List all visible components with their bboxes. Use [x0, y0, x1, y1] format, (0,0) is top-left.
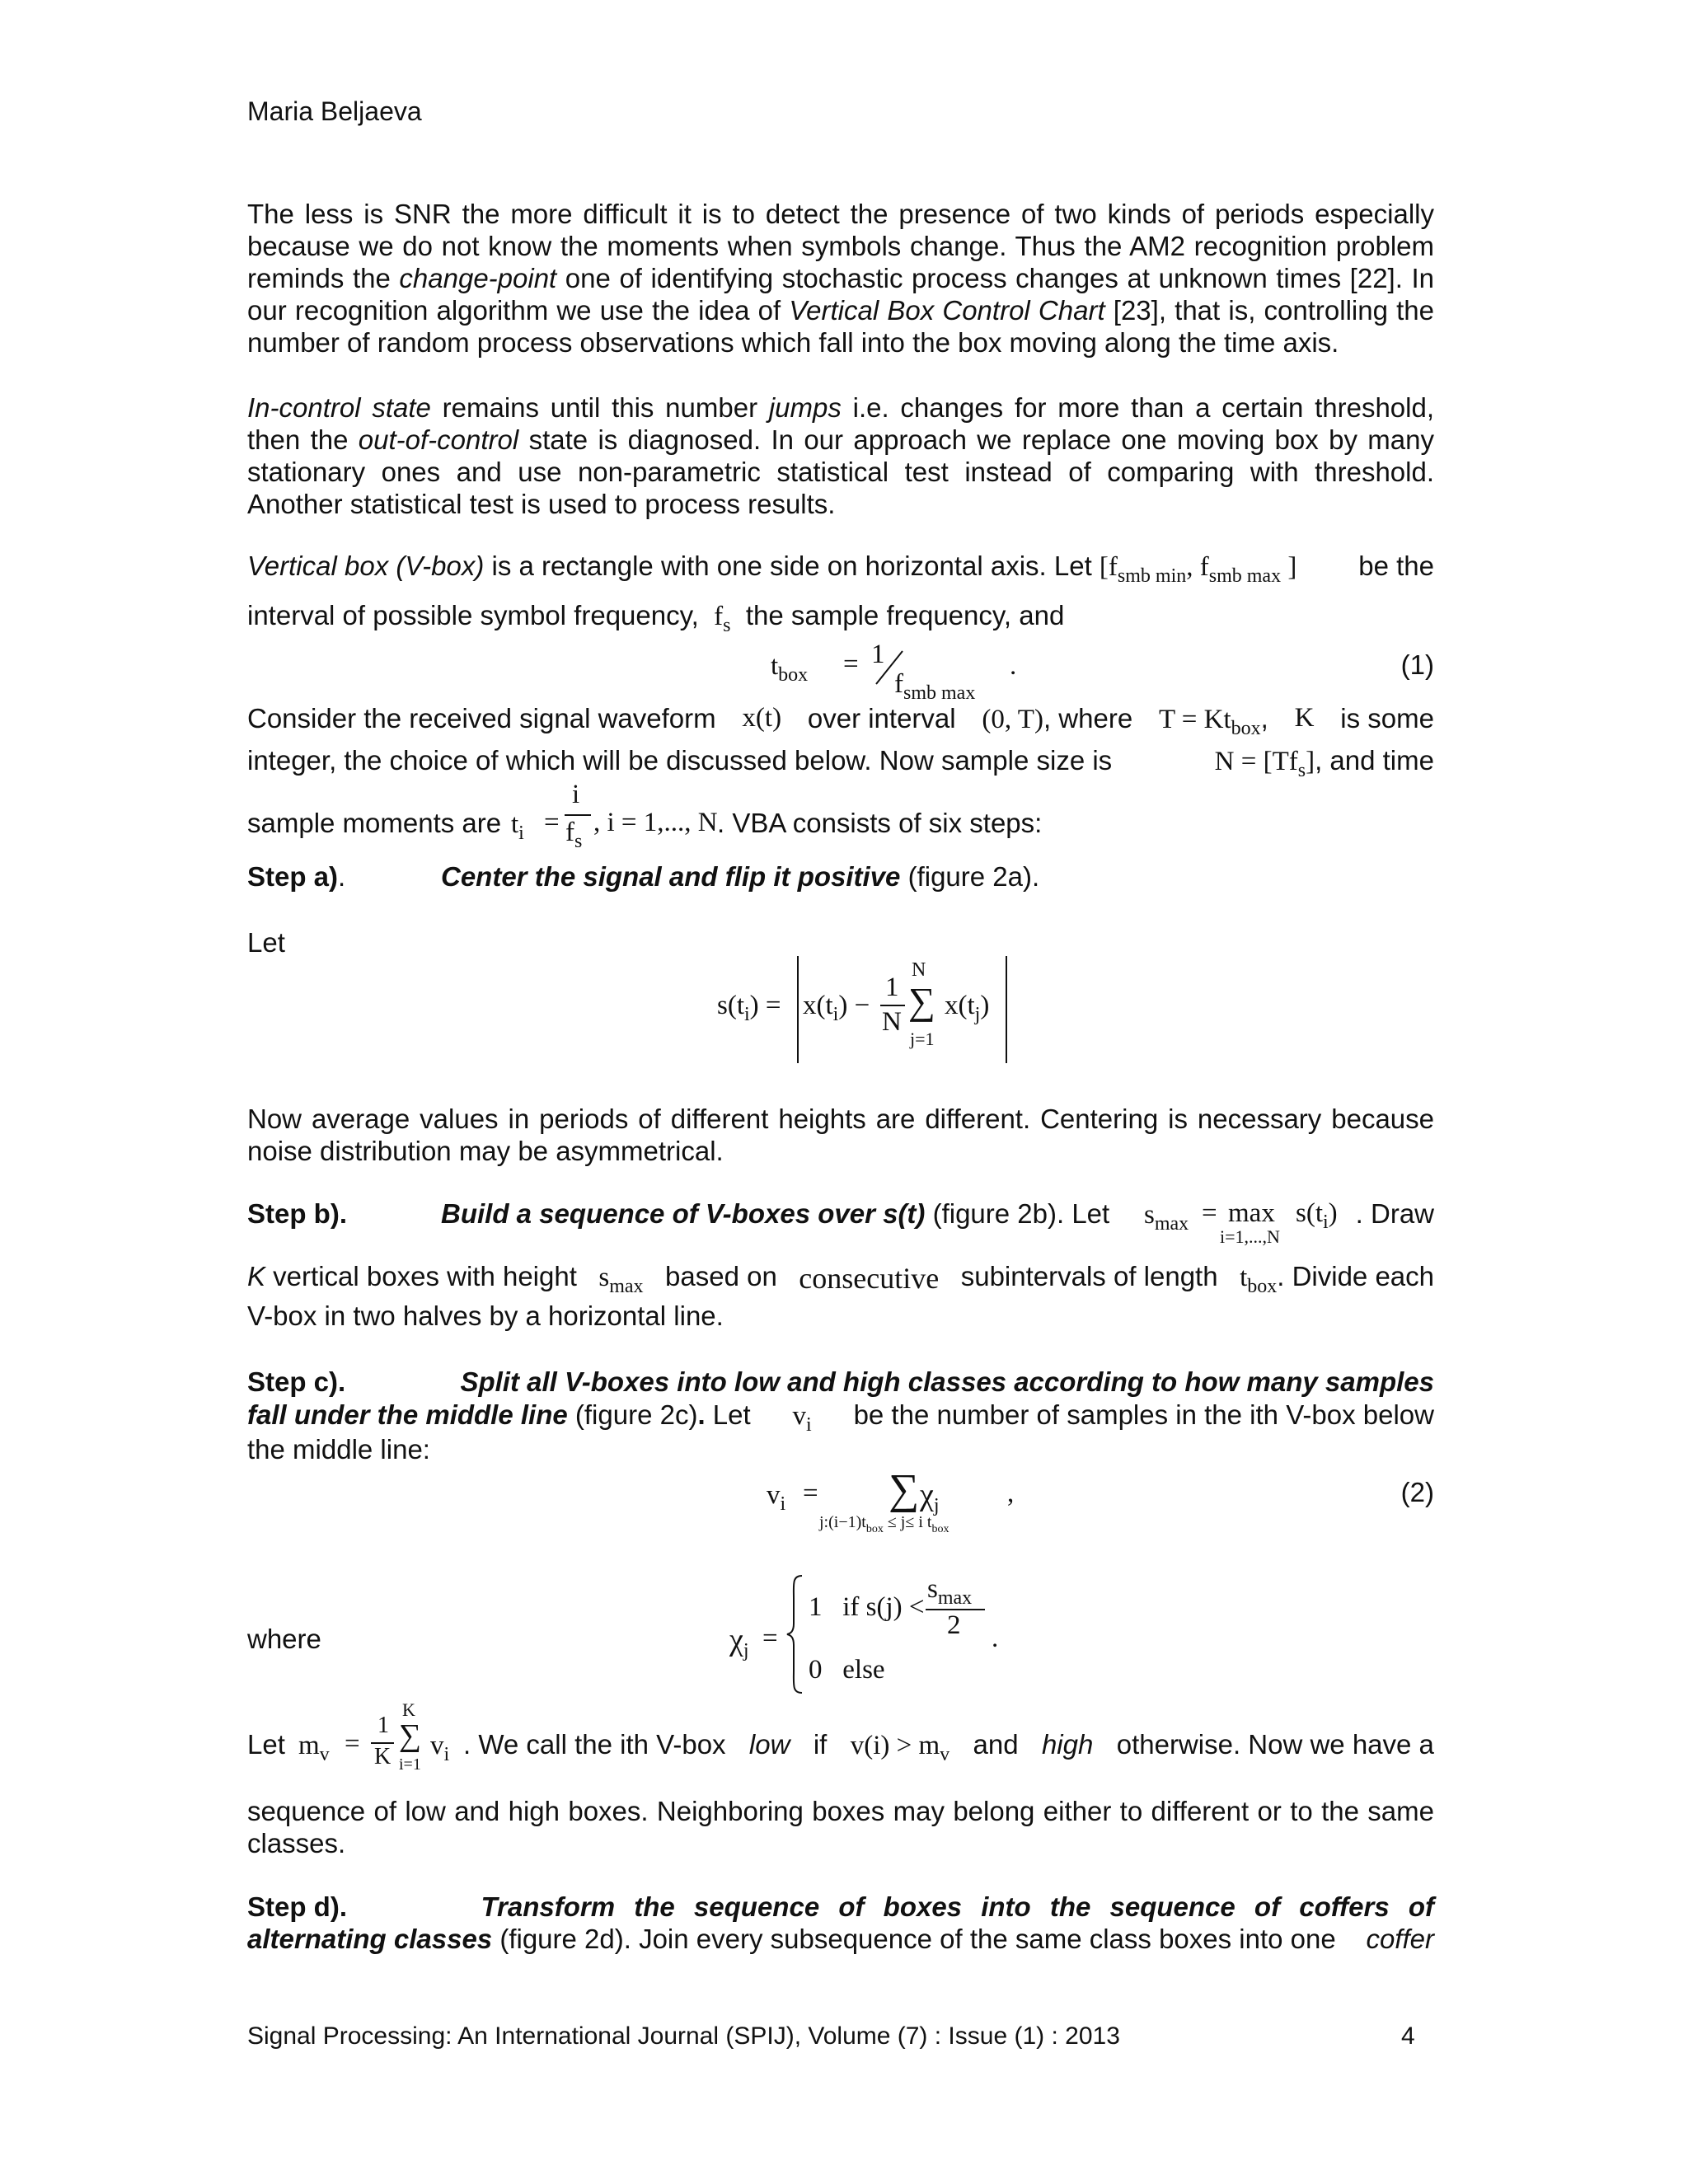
- equation-number-2: (2): [1400, 1477, 1434, 1507]
- fraction-bar: [880, 1005, 905, 1006]
- footer-page-number: 4: [1401, 2022, 1415, 2050]
- brace-left: [785, 1574, 804, 1694]
- step-d: Step d). Transform the sequence of boxes into the sequence of coffers of: [247, 1891, 1434, 1922]
- step-c-line2: fall under the middle line (figure 2c). Let $v_i$ be the number of samples in the ith V-box below: [247, 1399, 1434, 1436]
- step-b-line2: K vertical boxes with height $s_{max}$ based on consecutive subintervals of length $t_{box}$. Divide each: [247, 1261, 1434, 1297]
- abs-bar-right: [1006, 956, 1007, 1063]
- emphasis-change-point: change-point: [399, 263, 557, 293]
- footer-journal: Signal Processing: An International Journal (SPIJ), Volume (7) : Issue (1) : 2013: [247, 2022, 1120, 2050]
- step-c-line3: the middle line:: [247, 1434, 430, 1465]
- paragraph-control-state: In-control state remains until this number jumps i.e. changes for more than a certain threshold, then the out-of-control state is diagnosed. In our approach we replace one moving box by many stationary ones and use non-parametric statistical test instead of comparing with threshold. Another statistical test is used to process results.: [247, 392, 1434, 519]
- fraction-bar: [565, 814, 591, 816]
- paragraph-centering: Now average values in periods of different heights are different. Centering is necessary because noise distribution may be asymmetrical.: [247, 1104, 1434, 1166]
- paragraph-vbox-line1: Vertical box (V-box) is a rectangle with one side on horizontal axis. Let [$f_{smb min}$, $f_{smb max}$ ] be the: [247, 551, 1434, 587]
- paragraph-mean-rest: sequence of low and high boxes. Neighboring boxes may belong either to different or to the same classes.: [247, 1796, 1434, 1858]
- step-b: Step b). Build a sequence of V-boxes over s(t) (figure 2b). Let $s_{max}$ = max i=1,...,N $s(t_i)$ . Draw: [247, 1198, 1434, 1247]
- paragraph-signal-line3: sample moments are $t_i$ = i $f_s$ , i = 1,..., N . VBA consists of six steps:: [247, 780, 1043, 852]
- paragraph-mean: Let $m_v$ = 1 K K ∑ i=1 $v_i$ . We call the ith V-box low if $v(i) > m_v$ and high otherwise. Now we have a: [247, 1699, 1434, 1774]
- step-a-title: Center the signal and flip it positive (figure 2a).: [441, 861, 1040, 892]
- let-label: Let: [247, 927, 285, 958]
- emphasis-vbcc: Vertical Box Control Chart: [789, 295, 1105, 326]
- equation-chi: $\chi_j$ = 1 if s(j) < $s_{max}$ 2 0 else .: [729, 1574, 1010, 1698]
- running-header-author: Maria Beljaeva: [247, 96, 422, 126]
- step-a: Step a).: [247, 861, 346, 892]
- paragraph-signal-line2: integer, the choice of which will be discussed below. Now sample size is $N = [Tf_s]$, and time: [247, 745, 1434, 781]
- abs-bar-left: [797, 956, 799, 1063]
- step-b-line3: V-box in two halves by a horizontal line.: [247, 1301, 724, 1331]
- paragraph-signal-line1: Consider the received signal waveform x(t) over interval (0, T), where $T = Kt_{box}$, K is some: [247, 703, 1434, 739]
- paragraph-vbox-line2: interval of possible symbol frequency, $f_s$ the sample frequency, and: [247, 600, 1065, 636]
- step-c: Step c). Split all V-boxes into low and high classes according to how many samples: [247, 1366, 1434, 1397]
- document-page: Maria Beljaeva The less is SNR the more difficult it is to detect the presence of two kinds of periods especially because we do not know the moments when symbols change. Thus the AM2 recognition problem reminds the change-point one of identifying stochastic process changes at unknown times [22]. In our recognition algorithm we use the idea of Vertical Box Control Chart [23], that is, controlling the number of random process observations which fall into the box moving along the time axis. In-control state remains until this number jumps i.e. changes for more than a certain threshold, then the out-of-control state is diagnosed. In our approach we replace one moving box by many stationary ones and use non-parametric statistical test instead of comparing with threshold. Another statistical test is used to process results. Vertical box (V-box) is a rectangle with one side on horizontal axis. Let [$f_{smb min}$, $f_{smb max}$ ] be the interval of possible symbol frequency, $f_s$ the sample frequency, and $t_{box}$ = 1 $f_{smb max}$ . (1) Consider the received signal waveform x(t) over interval (0, T), where $T = Kt_{box}$, K is some integer, the choice of which will be discussed below. Now sample size is $N = [Tf_s]$, and time sample moments are $t_i$ = i $f_s$ , i = 1,..., N . VBA consists of six steps: Step a). Center the signal and flip it positive (figure 2a). Let $s(t_i)$ = $x(t_i)$ − 1 N N ∑ j=1 $x(t_j)$ Now average values in periods of different heights are different. Centering is necessary because noise distribution may be asymmetrical. Step b). Build a sequence of V-boxes over s(t) (figure 2b). Let $s_{max}$ = max i=1,...,N $s(t_i)$ . Draw K vertical boxes with height $s_{max}$ based on consecutive subintervals of length $t_{box}$. Divide each V-box in two halves by a horizontal line. Step c). Split all V-boxes into low and high classes according to how many samples fall under the middle line (figure 2c). Let $v_i$ be the number of samples in the ith V-box below the middle line: $v_i$ = ∑ $\chi_j$ $j:(i-1)t_{box} \le j\le i$ $t_{box}$ , (2) where $\chi_j$ = 1 if s(j) < $s_{max}$ 2 0 else . Let $m_v$ = 1 K K ∑ i=1 $v_i$ . We call the ith V-box low if $v(i) > m_v$ and high otherwise. Now we have a sequence of low and high boxes. Neighboring boxes may belong either to different or to the same classes. Step d). Transform the sequence of boxes into the sequence of coffers of alternating classes (figure 2d). Join every subsequence of the same class boxes into one coffer Signal Processing: An International Journal (SPIJ), Volume (7) : Issue (1) : 2013 4: [247, 96, 1434, 2050]
- equation-2: $v_i$ = ∑ $\chi_j$ $j:(i-1)t_{box} \le j\le i$ $t_{box}$ ,: [767, 1466, 1015, 1535]
- where-label: where: [247, 1624, 321, 1654]
- equation-number-1: (1): [1400, 649, 1434, 680]
- step-d-line2: alternating classes (figure 2d). Join every subsequence of the same class boxes into one coffer: [247, 1924, 1434, 1954]
- paragraph-intro: The less is SNR the more difficult it is to detect the presence of two kinds of periods especially because we do not know the moments when symbols change. Thus the AM2 recognition problem reminds the change-point one of identifying stochastic process changes at unknown times [22]. In our recognition algorithm we use the idea of Vertical Box Control Chart [23], that is, controlling the number of random process observations which fall into the box moving along the time axis.: [247, 199, 1434, 358]
- equation-centering: $s(t_i)$ = $x(t_i)$ − 1 N N ∑ j=1 $x(t_j)$: [717, 956, 1014, 1071]
